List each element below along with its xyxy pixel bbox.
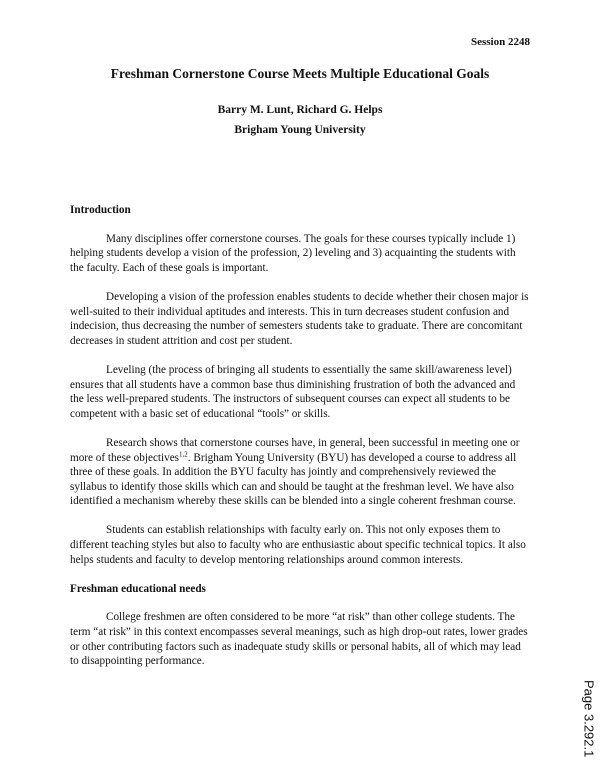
session-number: Session 2248 — [471, 36, 530, 48]
paper-title: Freshman Cornerstone Course Meets Multiple Educational Goals — [110, 66, 490, 81]
freshman-needs-paragraph-1: College freshmen are often considered to be more “at risk” than other college students. The term “at risk” in this context encompasses several meanings, such as high drop-out rates, lower grades or other contributing factors such as inadequate study skills or personal habits, all of which may lead to disappointing performance. — [70, 611, 528, 668]
intro-paragraph-5: Students can establish relationships with faculty early on. This not only exposes them to different teaching styles but also to faculty who are enthusiastic about specific technical topics. It also helps students and faculty to develop mentoring relationships around common interests. — [70, 524, 526, 566]
section-heading-freshman-needs: Freshman educational needs — [70, 582, 206, 595]
intro-paragraph-4-text-a: Research shows that cornerstone courses have, in general, been successful in meeting one or more of these objectives — [70, 436, 520, 464]
page-number-stamp: Page 3.292.1 — [581, 680, 596, 758]
intro-paragraph-3: Leveling (the process of bringing all students to essentially the same skill/awareness level) ensures that all students have a common base thus diminishing frustration of both the advanced and the less well-prepared students. The instructors of subsequent courses can expect all students to be competent with a basic set of educational “tools” or skills. — [70, 363, 516, 420]
paper-authors: Barry M. Lunt, Richard G. Helps — [217, 104, 383, 116]
author-affiliation: Brigham Young University — [234, 124, 366, 136]
section-heading-introduction: Introduction — [70, 204, 131, 216]
paper-body — [70, 203, 530, 683]
citation-superscript: 1,2 — [179, 449, 188, 458]
intro-paragraph-2: Developing a vision of the profession enables students to decide whether their chosen major is well-suited to their individual aptitudes and interests. This in turn decreases student confusion and indecision, thus decreasing the number of semesters students take to graduate. There are concomitant decreases in student attrition and cost per student. — [70, 290, 529, 347]
intro-paragraph-1: Many disciplines offer cornerstone courses. The goals for these courses typically include 1) helping students develop a vision of the profession, 2) leveling and 3) acquainting the students with the faculty. Each of these goals is important. — [70, 232, 516, 274]
intro-paragraph-4 — [70, 436, 530, 509]
intro-paragraph-4-text-b: . Brigham Young University (BYU) has developed a course to address all three of these goals. In addition the BYU faculty has jointly and comprehensively reviewed the syllabus to identify those skills which can and should be taught at the freshman level. We have also identified a mechanism whereby these skills can be blended into a single coherent freshman course. — [70, 451, 517, 508]
